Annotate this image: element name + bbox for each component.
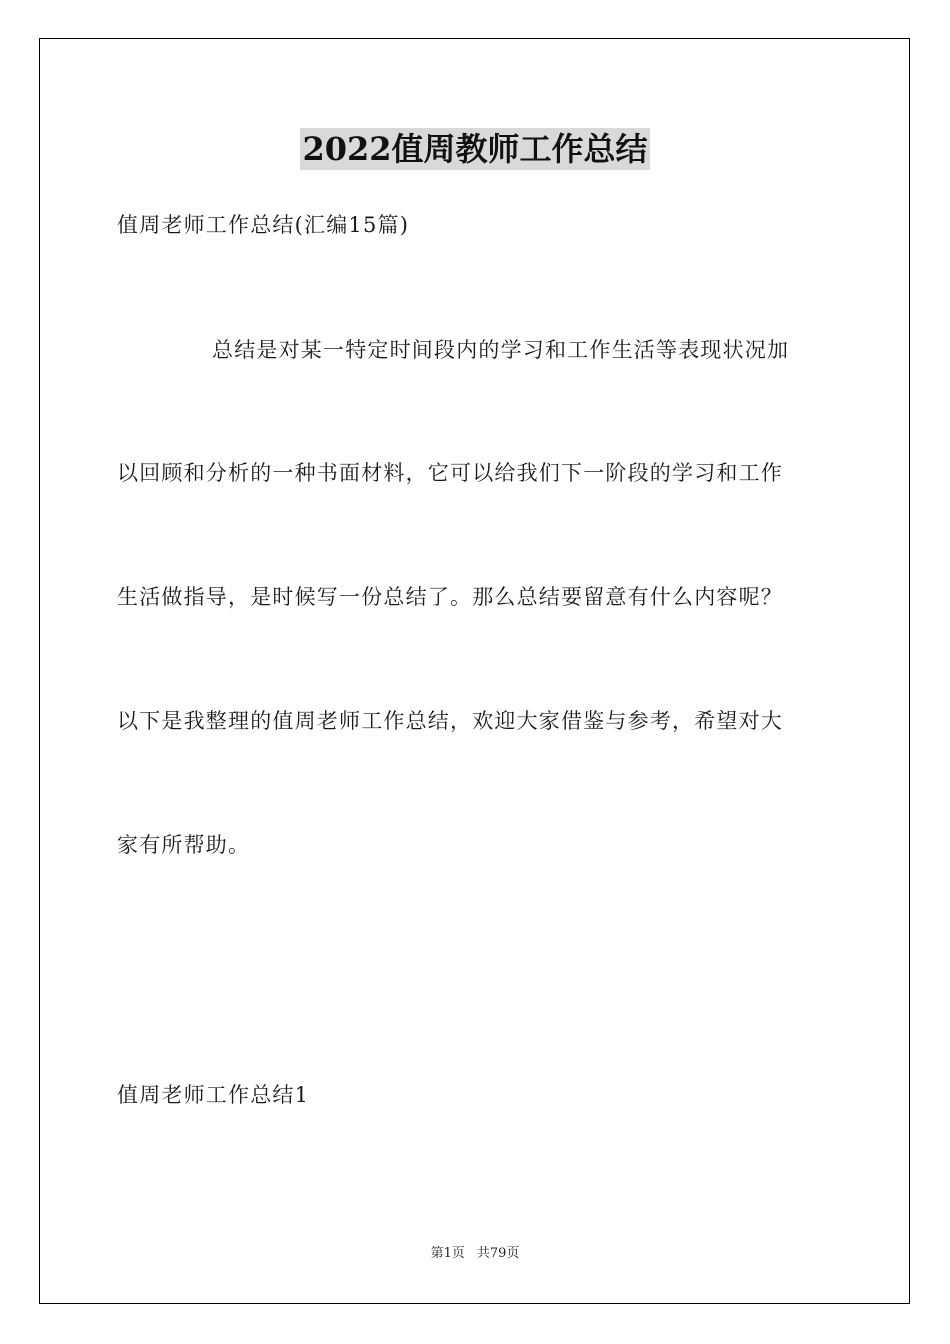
page-number: 第1页 <box>430 1246 465 1261</box>
document-title: 2022值周教师工作总结 <box>302 130 648 168</box>
section-heading: 值周老师工作总结1 <box>117 1083 310 1107</box>
title-container <box>0 128 950 170</box>
page-footer <box>0 1245 950 1263</box>
intro-line-4: 以下是我整理的值周老师工作总结，欢迎大家借鉴与参考，希望对大 <box>117 709 783 733</box>
intro-line-2: 以回顾和分析的一种书面材料，它可以给我们下一阶段的学习和工作 <box>117 461 783 485</box>
intro-line-5: 家有所帮助。 <box>117 833 251 857</box>
intro-line-1: 总结是对某一特定时间段内的学习和工作生活等表现状况加 <box>212 338 790 362</box>
document-subtitle: 值周老师工作总结(汇编15篇) <box>117 213 410 237</box>
intro-line-3: 生活做指导，是时候写一份总结了。那么总结要留意有什么内容呢？ <box>117 585 783 609</box>
page-total: 共79页 <box>476 1246 520 1261</box>
